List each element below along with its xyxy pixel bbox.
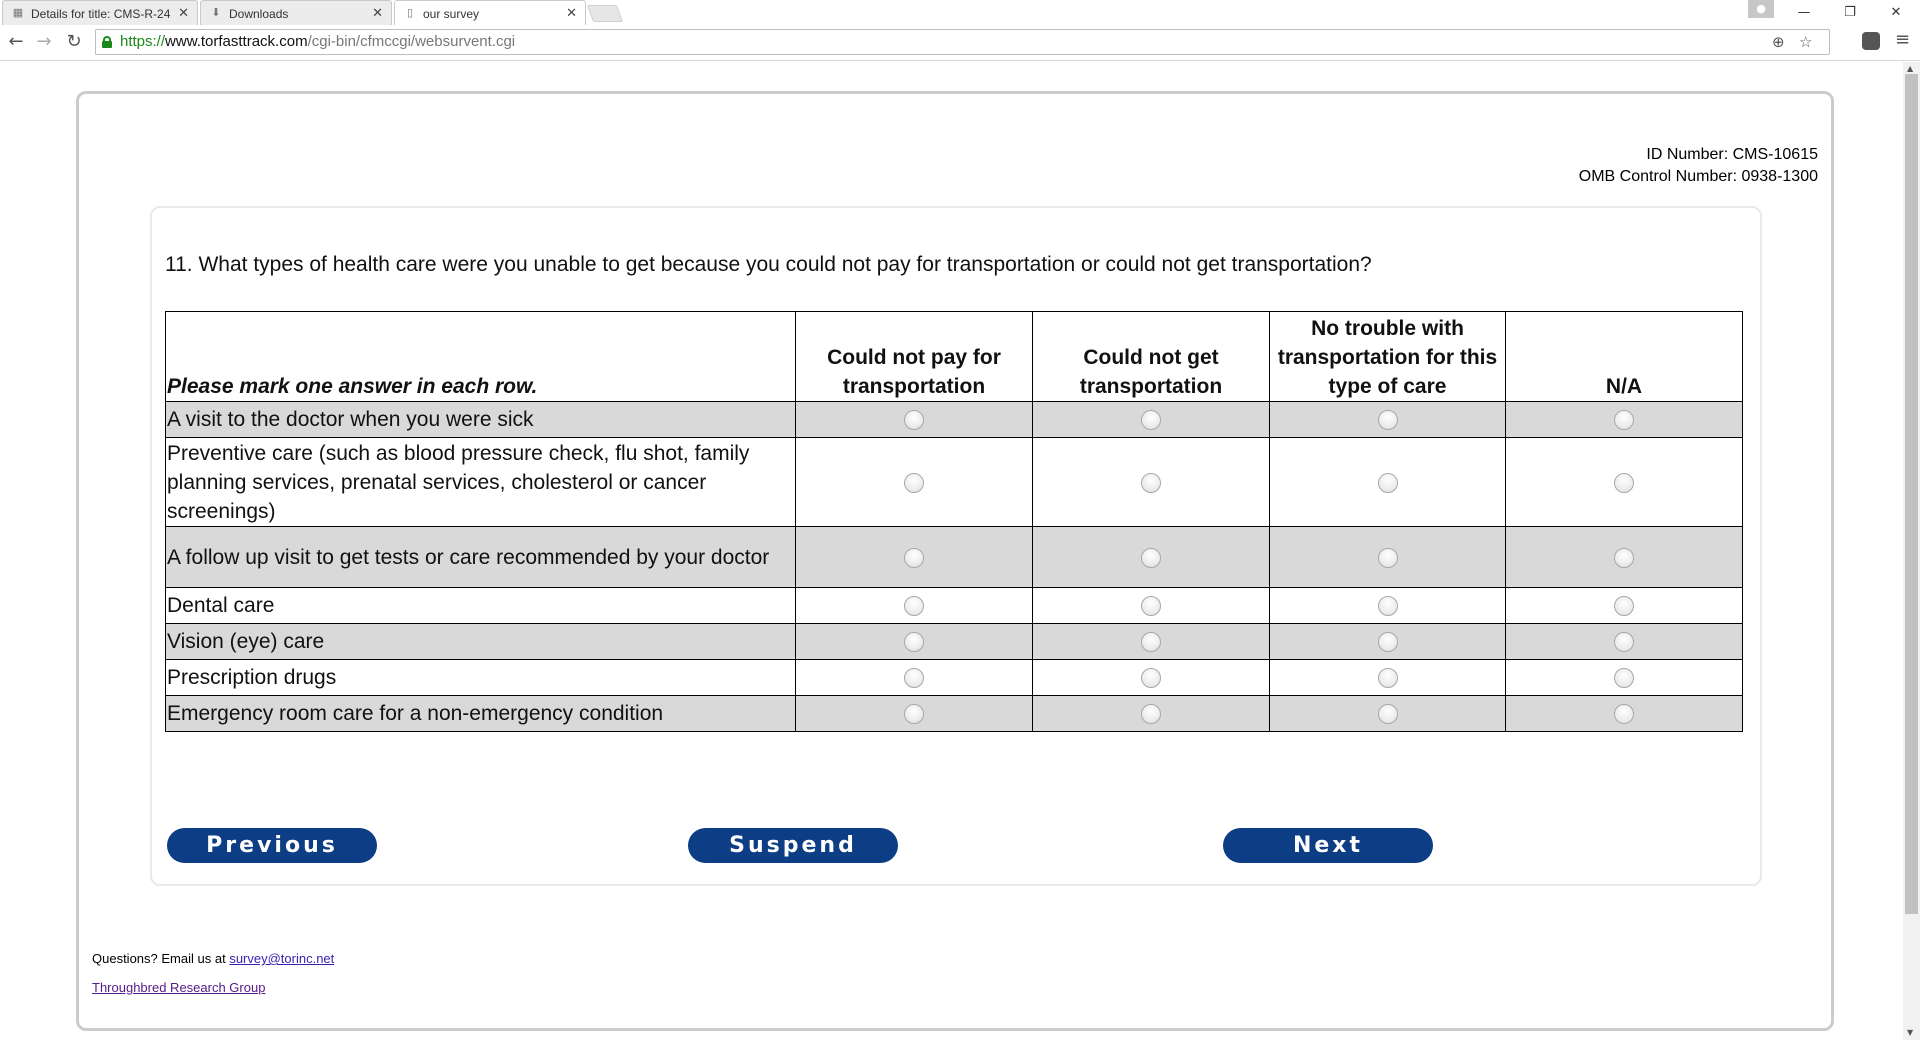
radio-button[interactable]: [1614, 596, 1634, 616]
tab-downloads[interactable]: [200, 0, 392, 25]
radio-button[interactable]: [1378, 668, 1398, 688]
grid-header-row: [166, 312, 1743, 402]
table-row: [166, 624, 1743, 660]
table-row: [166, 438, 1743, 527]
radio-button[interactable]: [1614, 410, 1634, 430]
id-number: ID Number: CMS-10615: [1646, 146, 1818, 163]
footer-org: [92, 980, 265, 996]
zoom-icon[interactable]: ⊕: [1772, 33, 1785, 51]
radio-button[interactable]: [1378, 548, 1398, 568]
download-icon: ⬇: [211, 7, 221, 19]
radio-button[interactable]: [1614, 632, 1634, 652]
radio-button[interactable]: [1378, 704, 1398, 724]
restore-icon[interactable]: ❐: [1844, 5, 1856, 20]
radio-button[interactable]: [1614, 473, 1634, 493]
row-label: Preventive care (such as blood pressure check, flu shot, family planning services, prenatal services, cholesterol or cancer screenings): [166, 438, 796, 527]
column-header: Could not pay for transportation: [796, 312, 1033, 402]
radio-button[interactable]: [1614, 668, 1634, 688]
window-close-icon[interactable]: ✕: [1890, 5, 1902, 20]
bookmark-star-icon[interactable]: ☆: [1799, 33, 1813, 51]
tab-strip: [0, 0, 1920, 25]
table-row: [166, 660, 1743, 696]
radio-button[interactable]: [904, 632, 924, 652]
menu-icon[interactable]: ≡: [1895, 29, 1911, 50]
radio-button[interactable]: [1378, 632, 1398, 652]
table-row: [166, 588, 1743, 624]
scrollbar-thumb[interactable]: [1905, 74, 1918, 914]
row-label: Prescription drugs: [166, 660, 796, 696]
question-text: 11. What types of health care were you unable to get because you could not pay for transportation or could not get transportation?: [165, 253, 1372, 276]
cms-favicon-icon: ▦: [12, 7, 24, 19]
id-block: [1579, 144, 1818, 188]
radio-button[interactable]: [1141, 473, 1161, 493]
row-label: A follow up visit to get tests or care recommended by your doctor: [166, 527, 796, 588]
question-panel: [150, 206, 1762, 886]
browser-toolbar: [0, 25, 1920, 61]
url-text: https://www.torfasttrack.com/cgi-bin/cfmccgi/websurvent.cgi: [120, 33, 516, 50]
omb-control-number: OMB Control Number: 0938-1300: [1578, 168, 1818, 185]
radio-button[interactable]: [1141, 596, 1161, 616]
radio-button[interactable]: [904, 596, 924, 616]
table-row: [166, 402, 1743, 438]
reload-icon[interactable]: ↻: [66, 31, 82, 52]
tab-cms-details[interactable]: [2, 0, 198, 25]
page-scrollbar[interactable]: [1903, 62, 1920, 1040]
support-email-link[interactable]: survey@torinc.net: [229, 951, 335, 966]
radio-button[interactable]: [1614, 548, 1634, 568]
radio-button[interactable]: [1141, 410, 1161, 430]
scroll-up-icon[interactable]: ▲: [1907, 64, 1914, 73]
radio-button[interactable]: [904, 410, 924, 430]
tab-title: Downloads: [229, 7, 289, 21]
suspend-button[interactable]: Suspend: [688, 828, 898, 863]
next-button[interactable]: Next: [1223, 828, 1433, 863]
row-label: Emergency room care for a non-emergency condition: [166, 696, 796, 732]
scroll-down-icon[interactable]: ▼: [1907, 1028, 1914, 1037]
profile-icon[interactable]: ●: [1748, 0, 1774, 18]
radio-button[interactable]: [904, 668, 924, 688]
radio-button[interactable]: [904, 548, 924, 568]
row-label: Vision (eye) care: [166, 624, 796, 660]
radio-button[interactable]: [1378, 596, 1398, 616]
page-icon: ▯: [406, 7, 414, 19]
radio-button[interactable]: [904, 704, 924, 724]
research-group-link[interactable]: Throughbred Research Group: [92, 980, 266, 995]
instruction-text: Please mark one answer in each row.: [166, 312, 796, 402]
close-icon[interactable]: ✕: [178, 5, 189, 20]
address-bar[interactable]: [95, 29, 1830, 55]
table-row: [166, 527, 1743, 588]
new-tab-button[interactable]: [587, 5, 623, 22]
close-icon[interactable]: ✕: [372, 5, 383, 20]
tab-title: our survey: [423, 7, 480, 21]
extension-icon[interactable]: [1862, 32, 1880, 50]
close-icon[interactable]: ✕: [566, 5, 577, 20]
radio-button[interactable]: [904, 473, 924, 493]
radio-button[interactable]: [1614, 704, 1634, 724]
radio-button[interactable]: [1378, 410, 1398, 430]
answer-grid: [165, 311, 1743, 732]
previous-button[interactable]: Previous: [167, 828, 377, 863]
row-label: Dental care: [166, 588, 796, 624]
radio-button[interactable]: [1141, 548, 1161, 568]
radio-button[interactable]: [1141, 704, 1161, 724]
row-label: A visit to the doctor when you were sick: [166, 402, 796, 438]
questions-text: Questions? Email us at: [92, 951, 226, 966]
lock-icon: [102, 36, 112, 48]
radio-button[interactable]: [1378, 473, 1398, 493]
table-row: [166, 696, 1743, 732]
footer-contact: [92, 951, 334, 967]
back-icon[interactable]: ←: [8, 31, 24, 52]
tab-our-survey[interactable]: [394, 0, 586, 25]
survey-frame: [76, 91, 1834, 1031]
radio-button[interactable]: [1141, 632, 1161, 652]
column-header: No trouble with transportation for this type of care: [1270, 312, 1506, 402]
minimize-icon[interactable]: —: [1797, 5, 1811, 20]
column-header: N/A: [1506, 312, 1743, 402]
column-header: Could not get transportation: [1033, 312, 1270, 402]
forward-icon[interactable]: →: [36, 31, 52, 52]
tab-title: Details for title: CMS-R-24: [31, 7, 171, 21]
radio-button[interactable]: [1141, 668, 1161, 688]
